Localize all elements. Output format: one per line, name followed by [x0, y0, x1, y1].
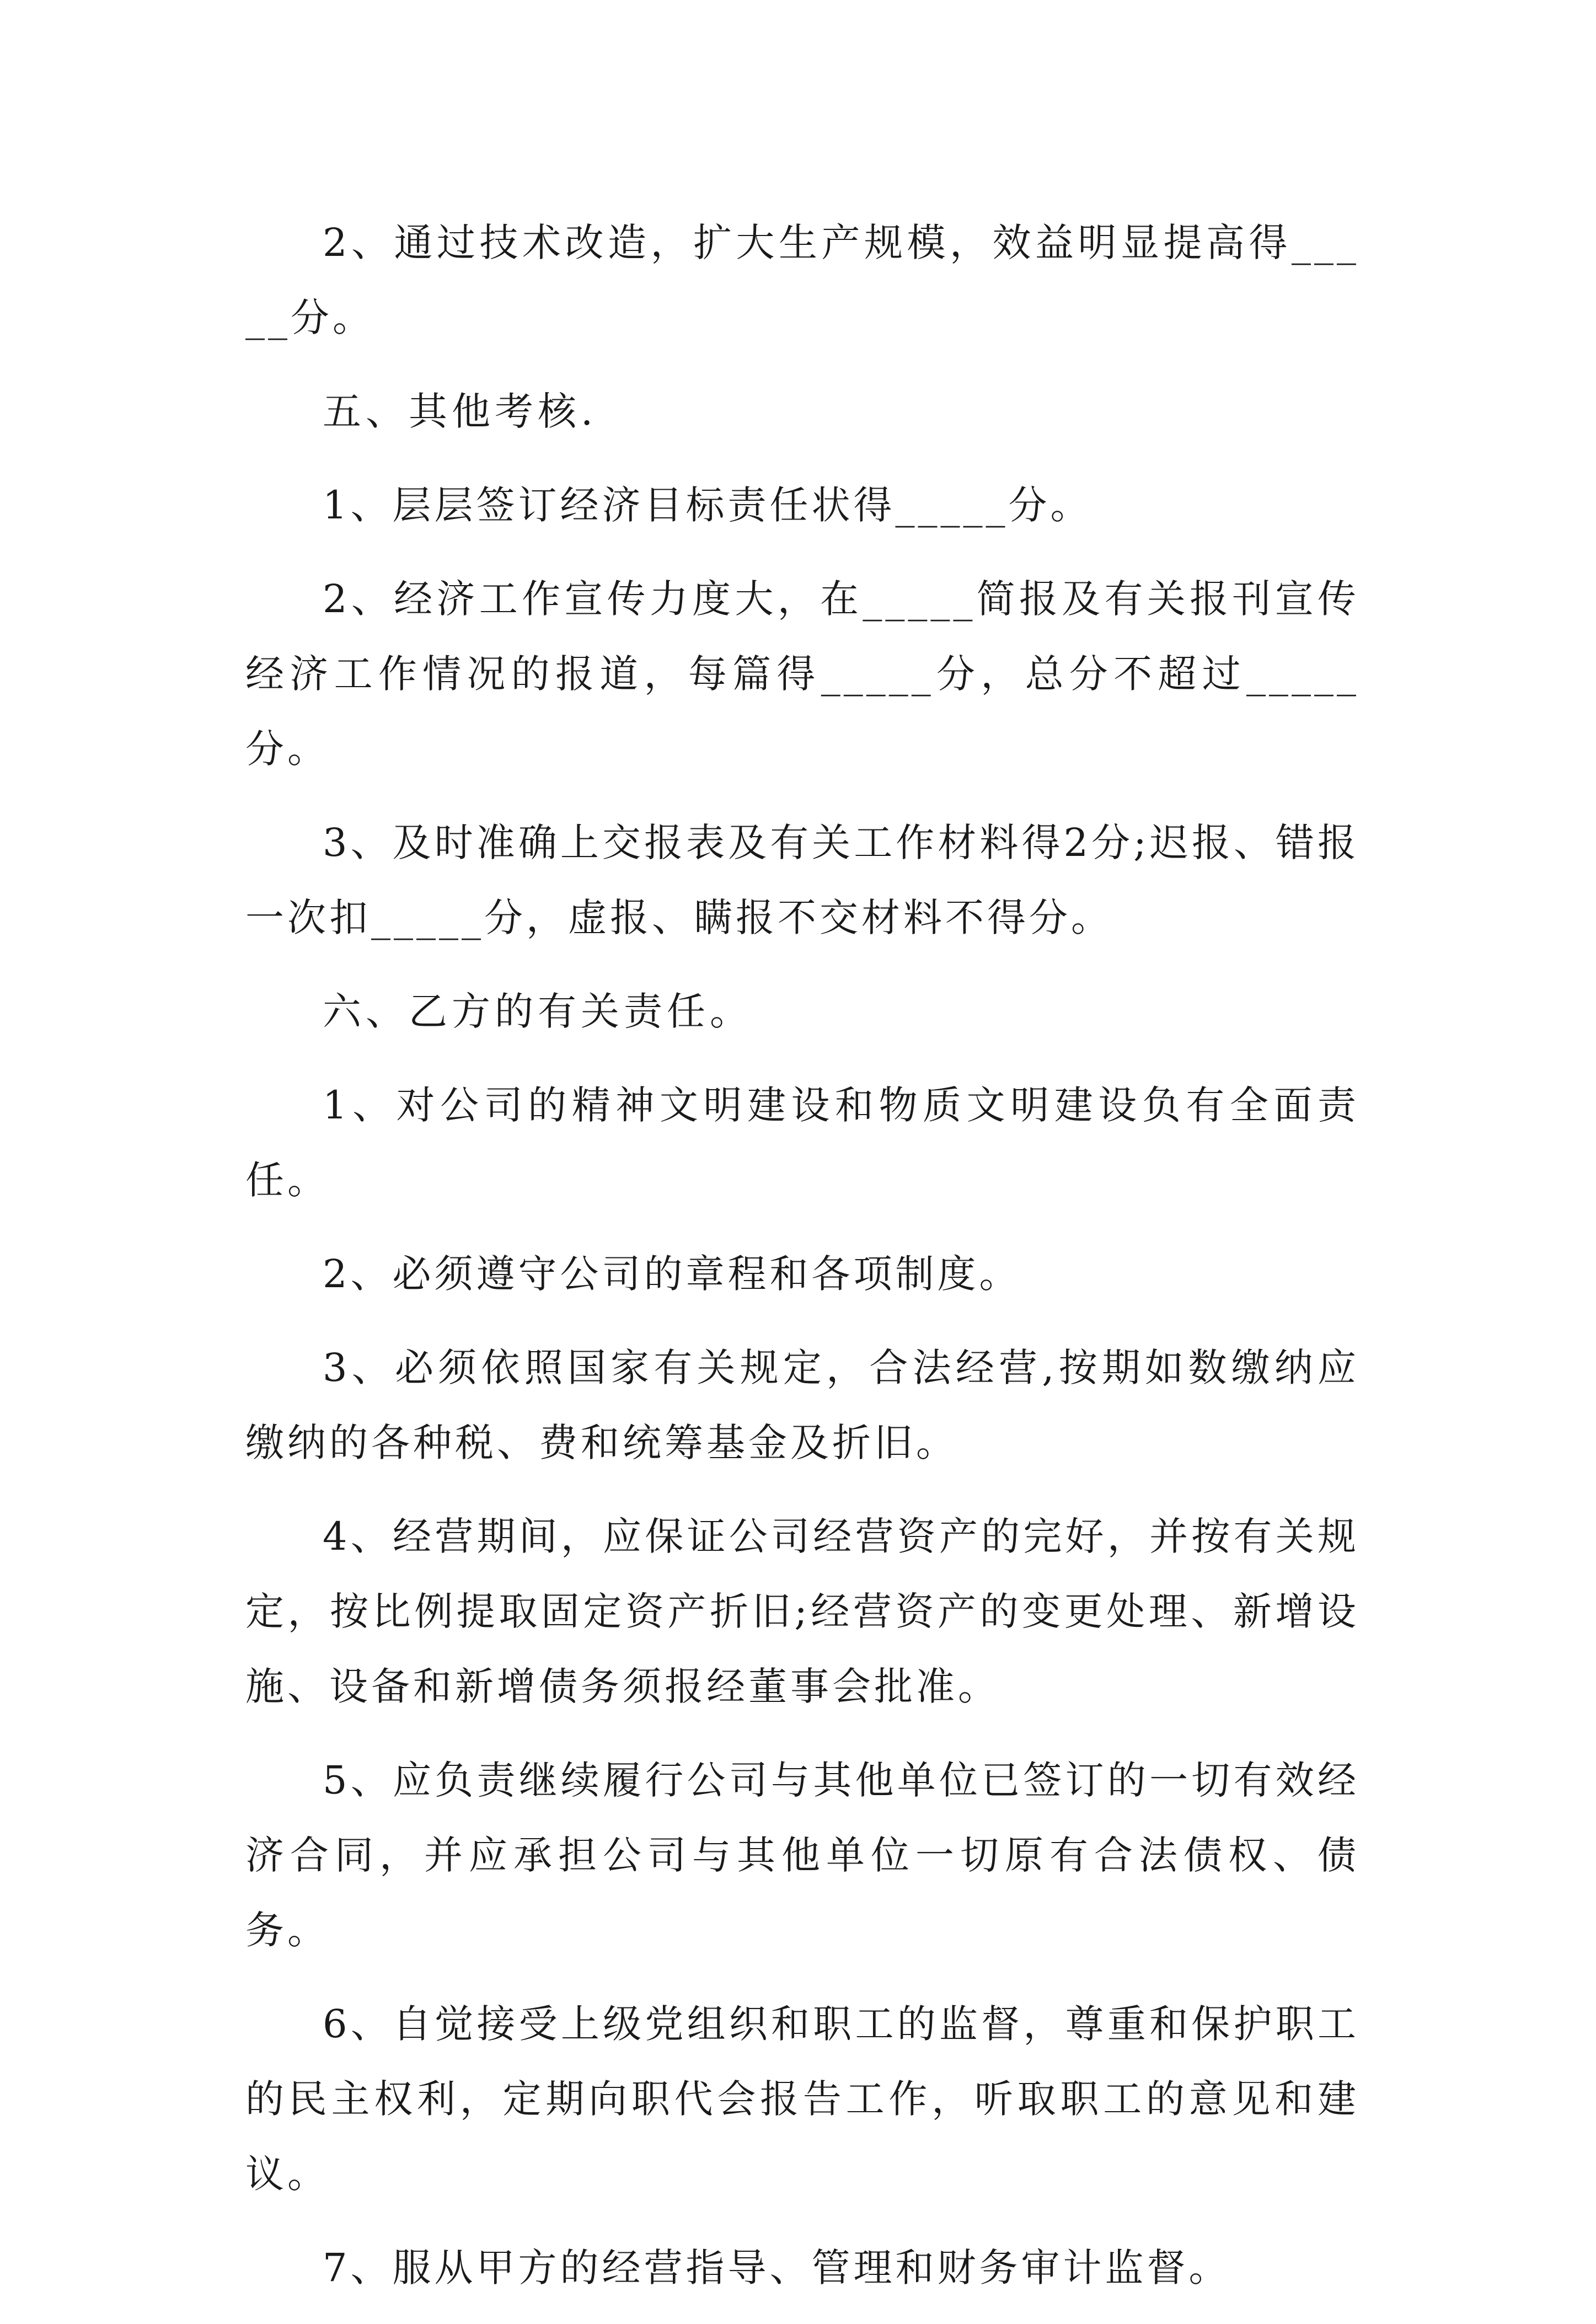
paragraph-duty-6: 6、自觉接受上级党组织和职工的监督，尊重和保护职工的民主权利，定期向职代会报告工作，听取职工的意见和建议。: [245, 2001, 1359, 2197]
paragraph-publicity: 2、经济工作宣传力度大，在_____简报及有关报刊宣传经济工作情况的报道，每篇得_____分，总分不超过_____分。: [245, 576, 1359, 772]
paragraph-duty-7: 7、服从甲方的经营指导、管理和财务审计监督。: [323, 2245, 1231, 2290]
paragraph-duty-4: 4、经营期间，应保证公司经营资产的完好，并按有关规定，按比例提取固定资产折旧;经营资产的变更处理、新增设施、设备和新增债务须报经董事会批准。: [245, 1514, 1359, 1709]
paragraph-duty-1: 1、对公司的精神文明建设和物质文明建设负有全面责任。: [245, 1083, 1359, 1203]
paragraph-responsibility-contract: 1、层层签订经济目标责任状得_____分。: [323, 483, 1092, 528]
paragraph-tech-upgrade: 2、通过技术改造，扩大生产规模，效益明显提高得_____分。: [245, 220, 1359, 340]
section-heading-party-b-duties: 六、乙方的有关责任。: [323, 989, 753, 1034]
paragraph-duty-3: 3、必须依照国家有关规定，合法经营,按期如数缴纳应缴纳的各种税、费和统筹基金及折旧。: [245, 1345, 1359, 1465]
section-heading-other-assessment: 五、其他考核.: [323, 389, 598, 434]
paragraph-reporting: 3、及时准确上交报表及有关工作材料得2分;迟报、错报一次扣_____分，虚报、瞒报不交材料不得分。: [245, 820, 1359, 940]
paragraph-duty-2: 2、必须遵守公司的章程和各项制度。: [323, 1251, 1021, 1297]
document-page: [245, 205, 1359, 2324]
paragraph-duty-5: 5、应负责继续履行公司与其他单位已签订的一切有效经济合同，并应承担公司与其他单位一切原有合法债权、债务。: [245, 1758, 1359, 1953]
